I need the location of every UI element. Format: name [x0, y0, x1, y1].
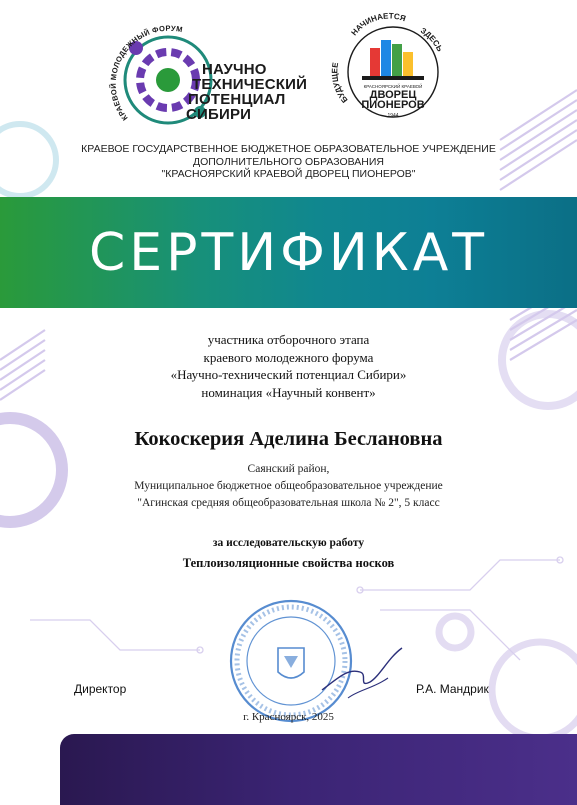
work-title: Теплоизоляционные свойства носков: [182, 556, 395, 570]
director-role: Директор: [74, 682, 127, 696]
org-line: ДОПОЛНИТЕЛЬНОГО ОБРАЗОВАНИЯ: [192, 155, 385, 168]
intro-line: «Научно-технический потенциал Сибири»: [170, 367, 407, 382]
palace-logo-small: КРАСНОЯРСКИЙ КРАЕВОЙ: [363, 84, 423, 89]
palace-logo-arc-top: НАЧИНАЕТСЯ: [349, 11, 407, 38]
school-line: "Агинская средняя общеобразовательная школа № 2", 5 класс: [137, 497, 440, 509]
palace-logo-year: 1944: [387, 113, 399, 119]
school-line: Муниципальное бюджетное общеобразовательное учреждение: [134, 480, 443, 492]
palace-logo-icon: [330, 11, 445, 119]
forum-logo-line: ТЕХНИЧЕСКИЙ: [192, 76, 308, 93]
forum-logo-title: [170, 62, 307, 122]
bottom-decorative-band: [60, 734, 577, 805]
svg-text:НАЧИНАЕТСЯ: [349, 11, 407, 37]
logo-area: [0, 0, 577, 130]
forum-logo-arc-text: КРАЕВОЙ МОЛОДЕЖНЫЙ ФОРУМ: [108, 23, 184, 123]
intro-text: [80, 331, 497, 401]
forum-logo-line: ПОТЕНЦИАЛ: [188, 91, 286, 108]
org-line: "КРАСНОЯРСКИЙ КРАЕВОЙ ДВОРЕЦ ПИОНЕРОВ": [161, 168, 416, 180]
palace-logo-name-1: ДВОРЕЦ: [369, 89, 417, 101]
city-year: г. Красноярск, 2025: [243, 711, 334, 723]
palace-logo-arc-right: ЗДЕСЬ: [418, 26, 445, 54]
forum-logo-line: НАУЧНО: [202, 61, 267, 78]
forum-logo-line: СИБИРИ: [186, 106, 252, 123]
director-name: Р.А. Мандрик: [416, 682, 489, 696]
palace-logo-arc-left: БУДУЩЕЕ: [330, 61, 350, 105]
certificate-title: СЕРТИФИКАТ: [88, 223, 489, 283]
school-line: Саянский район,: [247, 463, 330, 475]
intro-line: краевого молодежного форума: [203, 349, 374, 365]
palace-logo-name-2: ПИОНЕРОВ: [361, 99, 425, 111]
intro-line: номинация «Научный конвент»: [201, 384, 376, 400]
work-lead: за исследовательскую работу: [212, 537, 365, 549]
organization-header: [0, 143, 577, 181]
director-signature-icon: [318, 638, 408, 708]
recipient-school: [70, 461, 507, 512]
org-line: КРАЕВОЕ ГОСУДАРСТВЕННОЕ БЮДЖЕТНОЕ ОБРАЗОВАТЕЛЬНОЕ УЧРЕЖДЕНИЕ: [81, 143, 496, 155]
recipient-name: Кокоскерия Аделина Беслановна: [134, 428, 443, 450]
intro-line: участника отборочного этапа: [207, 332, 370, 347]
svg-text:БУДУЩЕЕ: [330, 61, 349, 104]
